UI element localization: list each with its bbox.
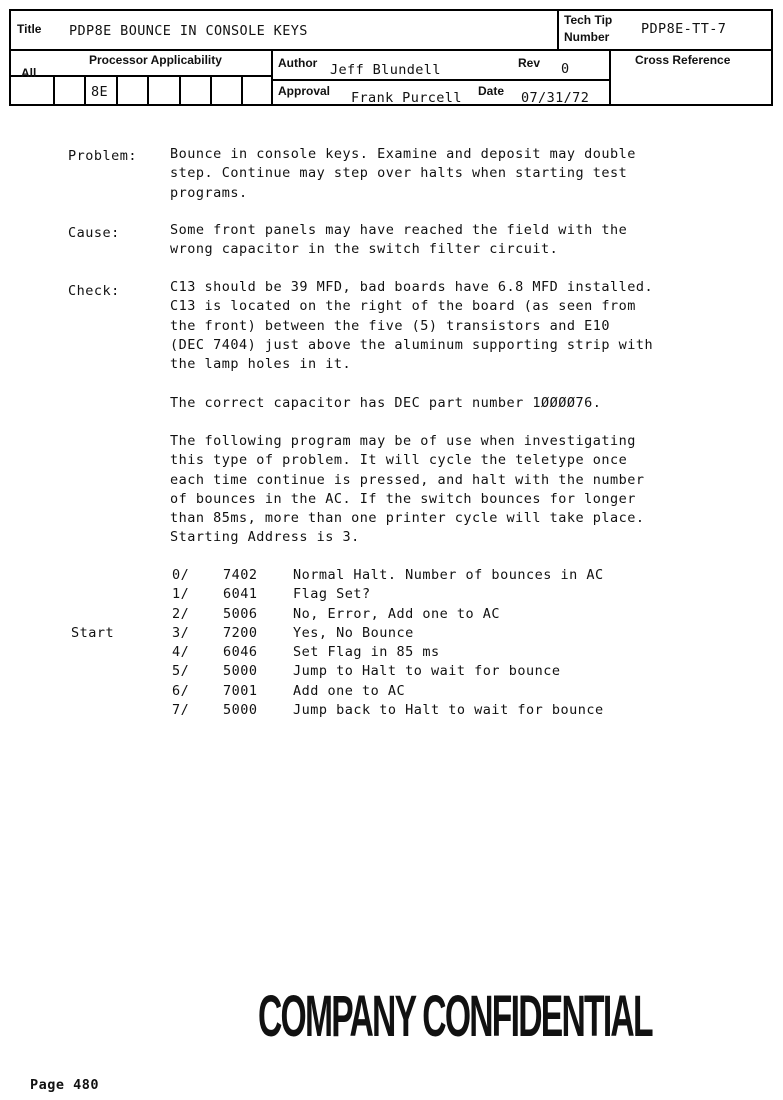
text-line: Bounce in console keys. Examine and deposit may double xyxy=(170,146,636,162)
text-line: wrong capacitor in the switch filter circuit. xyxy=(170,241,559,258)
address: 6/ xyxy=(172,682,190,699)
text-line: The correct capacitor has DEC part number 1ØØØØ76. xyxy=(170,395,602,411)
problem-label: Problem: xyxy=(68,148,138,164)
program-description xyxy=(170,432,745,548)
divider xyxy=(179,75,181,106)
comment: Jump back to Halt to wait for bounce xyxy=(293,702,604,719)
comment: Normal Halt. Number of bounces in AC xyxy=(293,567,604,583)
banner-text: COMPANY CONFIDENTIAL xyxy=(258,984,652,1049)
divider xyxy=(116,75,118,106)
text-line: of bounces in the AC. If the switch bounces for longer xyxy=(170,490,636,507)
approval-value: Frank Purcell xyxy=(351,90,462,106)
text-line: The following program may be of use when investigating xyxy=(170,433,636,449)
divider xyxy=(241,75,243,106)
address: 1/ xyxy=(172,586,190,603)
divider xyxy=(559,49,771,51)
divider xyxy=(210,75,212,106)
page-number: Page 480 xyxy=(30,1077,100,1093)
all-label: All xyxy=(21,66,37,80)
comment: Flag Set? xyxy=(293,586,371,603)
author-label: Author xyxy=(278,56,318,70)
cause-label: Cause: xyxy=(68,225,120,241)
techtip-number: PDP8E-TT-7 xyxy=(641,21,727,37)
address: 3/ xyxy=(172,624,190,641)
octal-code: 7200 xyxy=(223,624,258,641)
divider xyxy=(271,49,273,106)
comment: Add one to AC xyxy=(293,682,406,699)
check-label: Check: xyxy=(68,283,120,299)
divider xyxy=(11,75,271,77)
octal-code: 7001 xyxy=(223,682,258,699)
text-line: Starting Address is 3. xyxy=(170,529,360,546)
divider xyxy=(84,75,86,106)
text-line: C13 is located on the right of the board (as seen from xyxy=(170,298,636,315)
rev-label: Rev xyxy=(518,56,541,70)
company-confidential-banner xyxy=(258,984,652,1049)
author-value: Jeff Blundell xyxy=(330,62,441,78)
text-line: than 85ms, more than one printer cycle will take place. xyxy=(170,510,645,527)
comment: Yes, No Bounce xyxy=(293,624,414,641)
text-line: the front) between the five (5) transistors and E10 xyxy=(170,317,611,334)
octal-code: 5000 xyxy=(223,663,258,680)
address: 4/ xyxy=(172,644,190,661)
text-line: each time continue is pressed, and halt with the number xyxy=(170,471,645,488)
divider xyxy=(11,49,611,51)
approval-label: Approval xyxy=(278,84,331,98)
address: 2/ xyxy=(172,605,190,622)
octal-code: 6046 xyxy=(223,644,258,661)
text-line: Some front panels may have reached the field with the xyxy=(170,222,628,238)
divider xyxy=(53,75,55,106)
processor-value: 8E xyxy=(91,84,109,100)
divider xyxy=(609,49,611,106)
text-line: programs. xyxy=(170,184,248,201)
text-line: the lamp holes in it. xyxy=(170,356,352,373)
octal-code: 6041 xyxy=(223,586,258,603)
header-form xyxy=(9,9,773,106)
start-label: Start xyxy=(71,624,115,641)
octal-code: 5000 xyxy=(223,702,258,719)
comment: No, Error, Add one to AC xyxy=(293,605,501,622)
text-line: C13 should be 39 MFD, bad boards have 6.8 MFD installed. xyxy=(170,279,654,295)
address: 7/ xyxy=(172,702,190,719)
divider xyxy=(273,79,611,81)
title-label: Title xyxy=(17,22,42,36)
text-line: step. Continue may step over halts when starting test xyxy=(170,165,628,182)
cause-text xyxy=(170,221,745,260)
divider xyxy=(557,11,559,49)
part-number-text xyxy=(170,394,745,413)
check-text xyxy=(170,278,745,374)
title-value: PDP8E BOUNCE IN CONSOLE KEYS xyxy=(69,23,308,39)
rev-value: 0 xyxy=(561,61,570,77)
processor-applicability-label: Processor Applicability xyxy=(89,53,222,67)
text-line: this type of problem. It will cycle the teletype once xyxy=(170,452,628,469)
octal-code: 5006 xyxy=(223,605,258,622)
techtip-label: Tech Tip xyxy=(564,13,613,27)
address: 0/ xyxy=(172,567,190,583)
comment: Jump to Halt to wait for bounce xyxy=(293,663,561,680)
text-line: (DEC 7404) just above the aluminum supporting strip with xyxy=(170,336,654,353)
divider xyxy=(147,75,149,106)
date-value: 07/31/72 xyxy=(521,90,590,106)
octal-code: 7402 xyxy=(223,567,258,583)
techtip-number-label: Number xyxy=(564,30,610,44)
problem-text xyxy=(170,145,745,203)
comment: Set Flag in 85 ms xyxy=(293,644,440,661)
address: 5/ xyxy=(172,663,190,680)
cross-reference-label: Cross Reference xyxy=(635,53,731,67)
date-label: Date xyxy=(478,84,505,98)
